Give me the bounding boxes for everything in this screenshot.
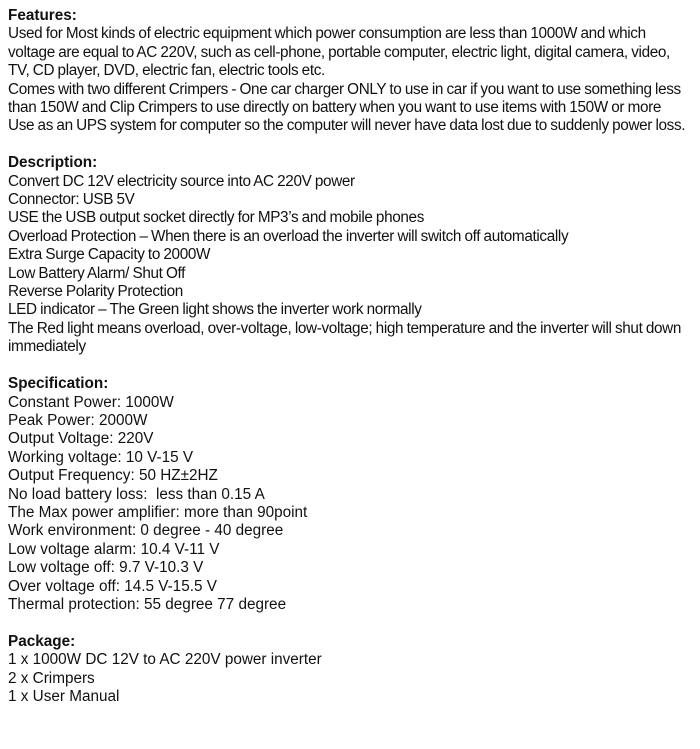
specification-heading: Specification: (8, 375, 109, 393)
spec-line: Output Voltage: 220V (8, 430, 154, 448)
description-line: Convert DC 12V electricity source into AC 220V power (8, 172, 355, 190)
spec-line: Low voltage off: 9.7 V-10.3 V (8, 559, 204, 577)
description-line: Overload Protection – When there is an overload the inverter will switch off automatically (8, 227, 569, 245)
features-heading: Features: (8, 7, 77, 24)
features-line: Used for Most kinds of electric equipment which power consumption are less than 1000W and which voltage are equal to AC 220V, such as cell-phone, portable computer, electric light, digital camera, video, TV, CD player, DVD, electric fan, electric tools etc. (8, 25, 674, 80)
features-line: Use as an UPS system for computer so the computer will never have data lost due to suddenly power loss. (8, 117, 686, 135)
spec-line: Work environment: 0 degree - 40 degree (8, 522, 284, 540)
spec-line: Constant Power: 1000W (8, 393, 174, 411)
description-line: Low Battery Alarm/ Shut Off (8, 264, 186, 282)
features-section (8, 7, 700, 136)
description-section (8, 154, 700, 356)
description-line: Reverse Polarity Protection (8, 283, 183, 301)
spec-line: Peak Power: 2000W (8, 411, 148, 429)
description-heading: Description: (8, 154, 98, 172)
package-line: 1 x 1000W DC 12V to AC 220V power inverter (8, 651, 322, 669)
specification-section (8, 375, 700, 614)
description-line: The Red light means overload, over-voltage, low-voltage; high temperature and the inverter will shut down immediately (8, 319, 685, 356)
spec-line: Working voltage: 10 V-15 V (8, 448, 194, 466)
spec-line: Thermal protection: 55 degree 77 degree (8, 595, 287, 613)
description-line: LED indicator – The Green light shows the inverter work normally (8, 301, 422, 319)
spec-line: Low voltage alarm: 10.4 V-11 V (8, 540, 220, 558)
spec-line: No load battery loss: less than 0.15 A (8, 485, 265, 503)
package-section (8, 633, 700, 707)
spec-line: The Max power amplifier: more than 90point (8, 503, 308, 521)
package-heading: Package: (8, 632, 76, 650)
features-line: Comes with two different Crimpers - One car charger ONLY to use in car if you want to use something less than 150W and Clip Crimpers to use directly on battery when you want to use items with 150W or more (8, 80, 685, 117)
package-line: 2 x Crimpers (8, 669, 95, 687)
package-line: 1 x User Manual (8, 687, 120, 705)
description-line: USE the USB output socket directly for MP3’s and mobile phones (8, 209, 425, 227)
description-line: Extra Surge Capacity to 2000W (8, 246, 211, 264)
spec-line: Output Frequency: 50 HZ±2HZ (8, 467, 218, 485)
description-line: Connector: USB 5V (8, 191, 135, 209)
spec-line: Over voltage off: 14.5 V-15.5 V (8, 577, 217, 595)
